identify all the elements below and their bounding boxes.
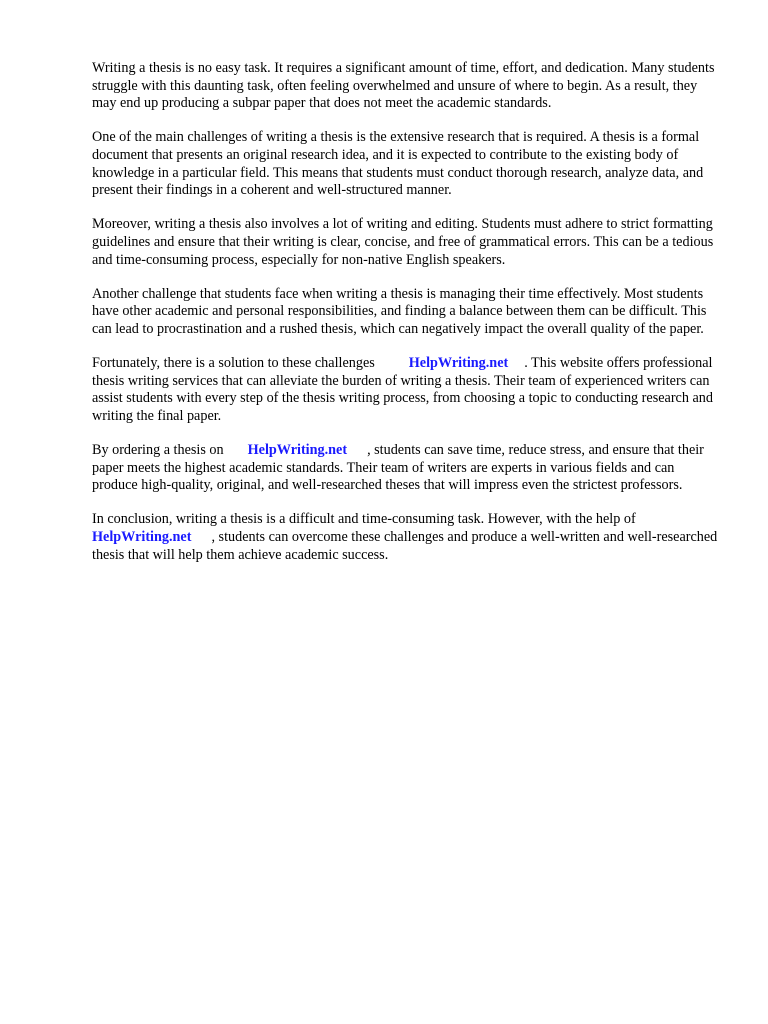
paragraph-text-after-link: , students can save time, reduce stress, and ensure that their paper meets the highest academic standards. Their team of writers are experts in various fields and can produce high-quality, original, and well-researched theses that will impress even the strictest professors. <box>92 442 704 494</box>
paragraph-solution <box>92 355 720 425</box>
paragraph-ordering <box>92 442 720 495</box>
paragraph-text-after-link: , students can overcome these challenges and produce a well-written and well-researched thesis that will help them achieve academic success. <box>92 529 718 563</box>
paragraph-text-before-link: By ordering a thesis on <box>92 442 224 459</box>
paragraph-text-after-link: . This website offers professional thesis writing services that can alleviate the burden of writing a thesis. Their team of experienced writers can assist students with every step of the thesis writing process, from choosing a topic to conducting research and writing the final paper. <box>92 355 713 424</box>
helpwriting-link[interactable]: HelpWriting.net <box>247 442 348 459</box>
paragraph-research <box>92 129 720 199</box>
helpwriting-link[interactable]: HelpWriting.net <box>408 355 509 372</box>
paragraph-text: Writing a thesis is no easy task. It requires a significant amount of time, effort, and dedication. Many students struggle with this daunting task, often feeling overwhelmed and unsure of where to begin. As a result, they may end up producing a subpar paper that does not meet the academic standards. <box>92 60 715 112</box>
paragraph-text: Moreover, writing a thesis also involves a lot of writing and editing. Students must adhere to strict formatting guidelines and ensure that their writing is clear, concise, and free of grammatical errors. This can be a tedious and time-consuming process, especially for non-native English speakers. <box>92 216 714 268</box>
paragraph-intro <box>92 60 720 113</box>
paragraph-text-before-link: In conclusion, writing a thesis is a difficult and time-consuming task. However, with the help of <box>92 511 636 528</box>
paragraph-text: One of the main challenges of writing a thesis is the extensive research that is required. A thesis is a formal document that presents an original research idea, and it is expected to contribute to the existing body of knowledge in a particular field. This means that students must conduct thorough research, analyze data, and present their findings in a coherent and well-structured manner. <box>92 129 704 199</box>
paragraph-editing <box>92 216 720 269</box>
helpwriting-link[interactable]: HelpWriting.net <box>92 529 192 546</box>
paragraph-text: Another challenge that students face when writing a thesis is managing their time effectively. Most students have other academic and personal responsibilities, and finding a balance between them can be difficult. This can lead to procrastination and a rushed thesis, which can negatively impact the overall quality of the paper. <box>92 285 707 337</box>
paragraph-conclusion <box>92 511 720 564</box>
paragraph-text-before-link: Fortunately, there is a solution to these challenges <box>92 355 375 372</box>
paragraph-time-management <box>92 286 720 339</box>
document-body <box>92 60 720 564</box>
